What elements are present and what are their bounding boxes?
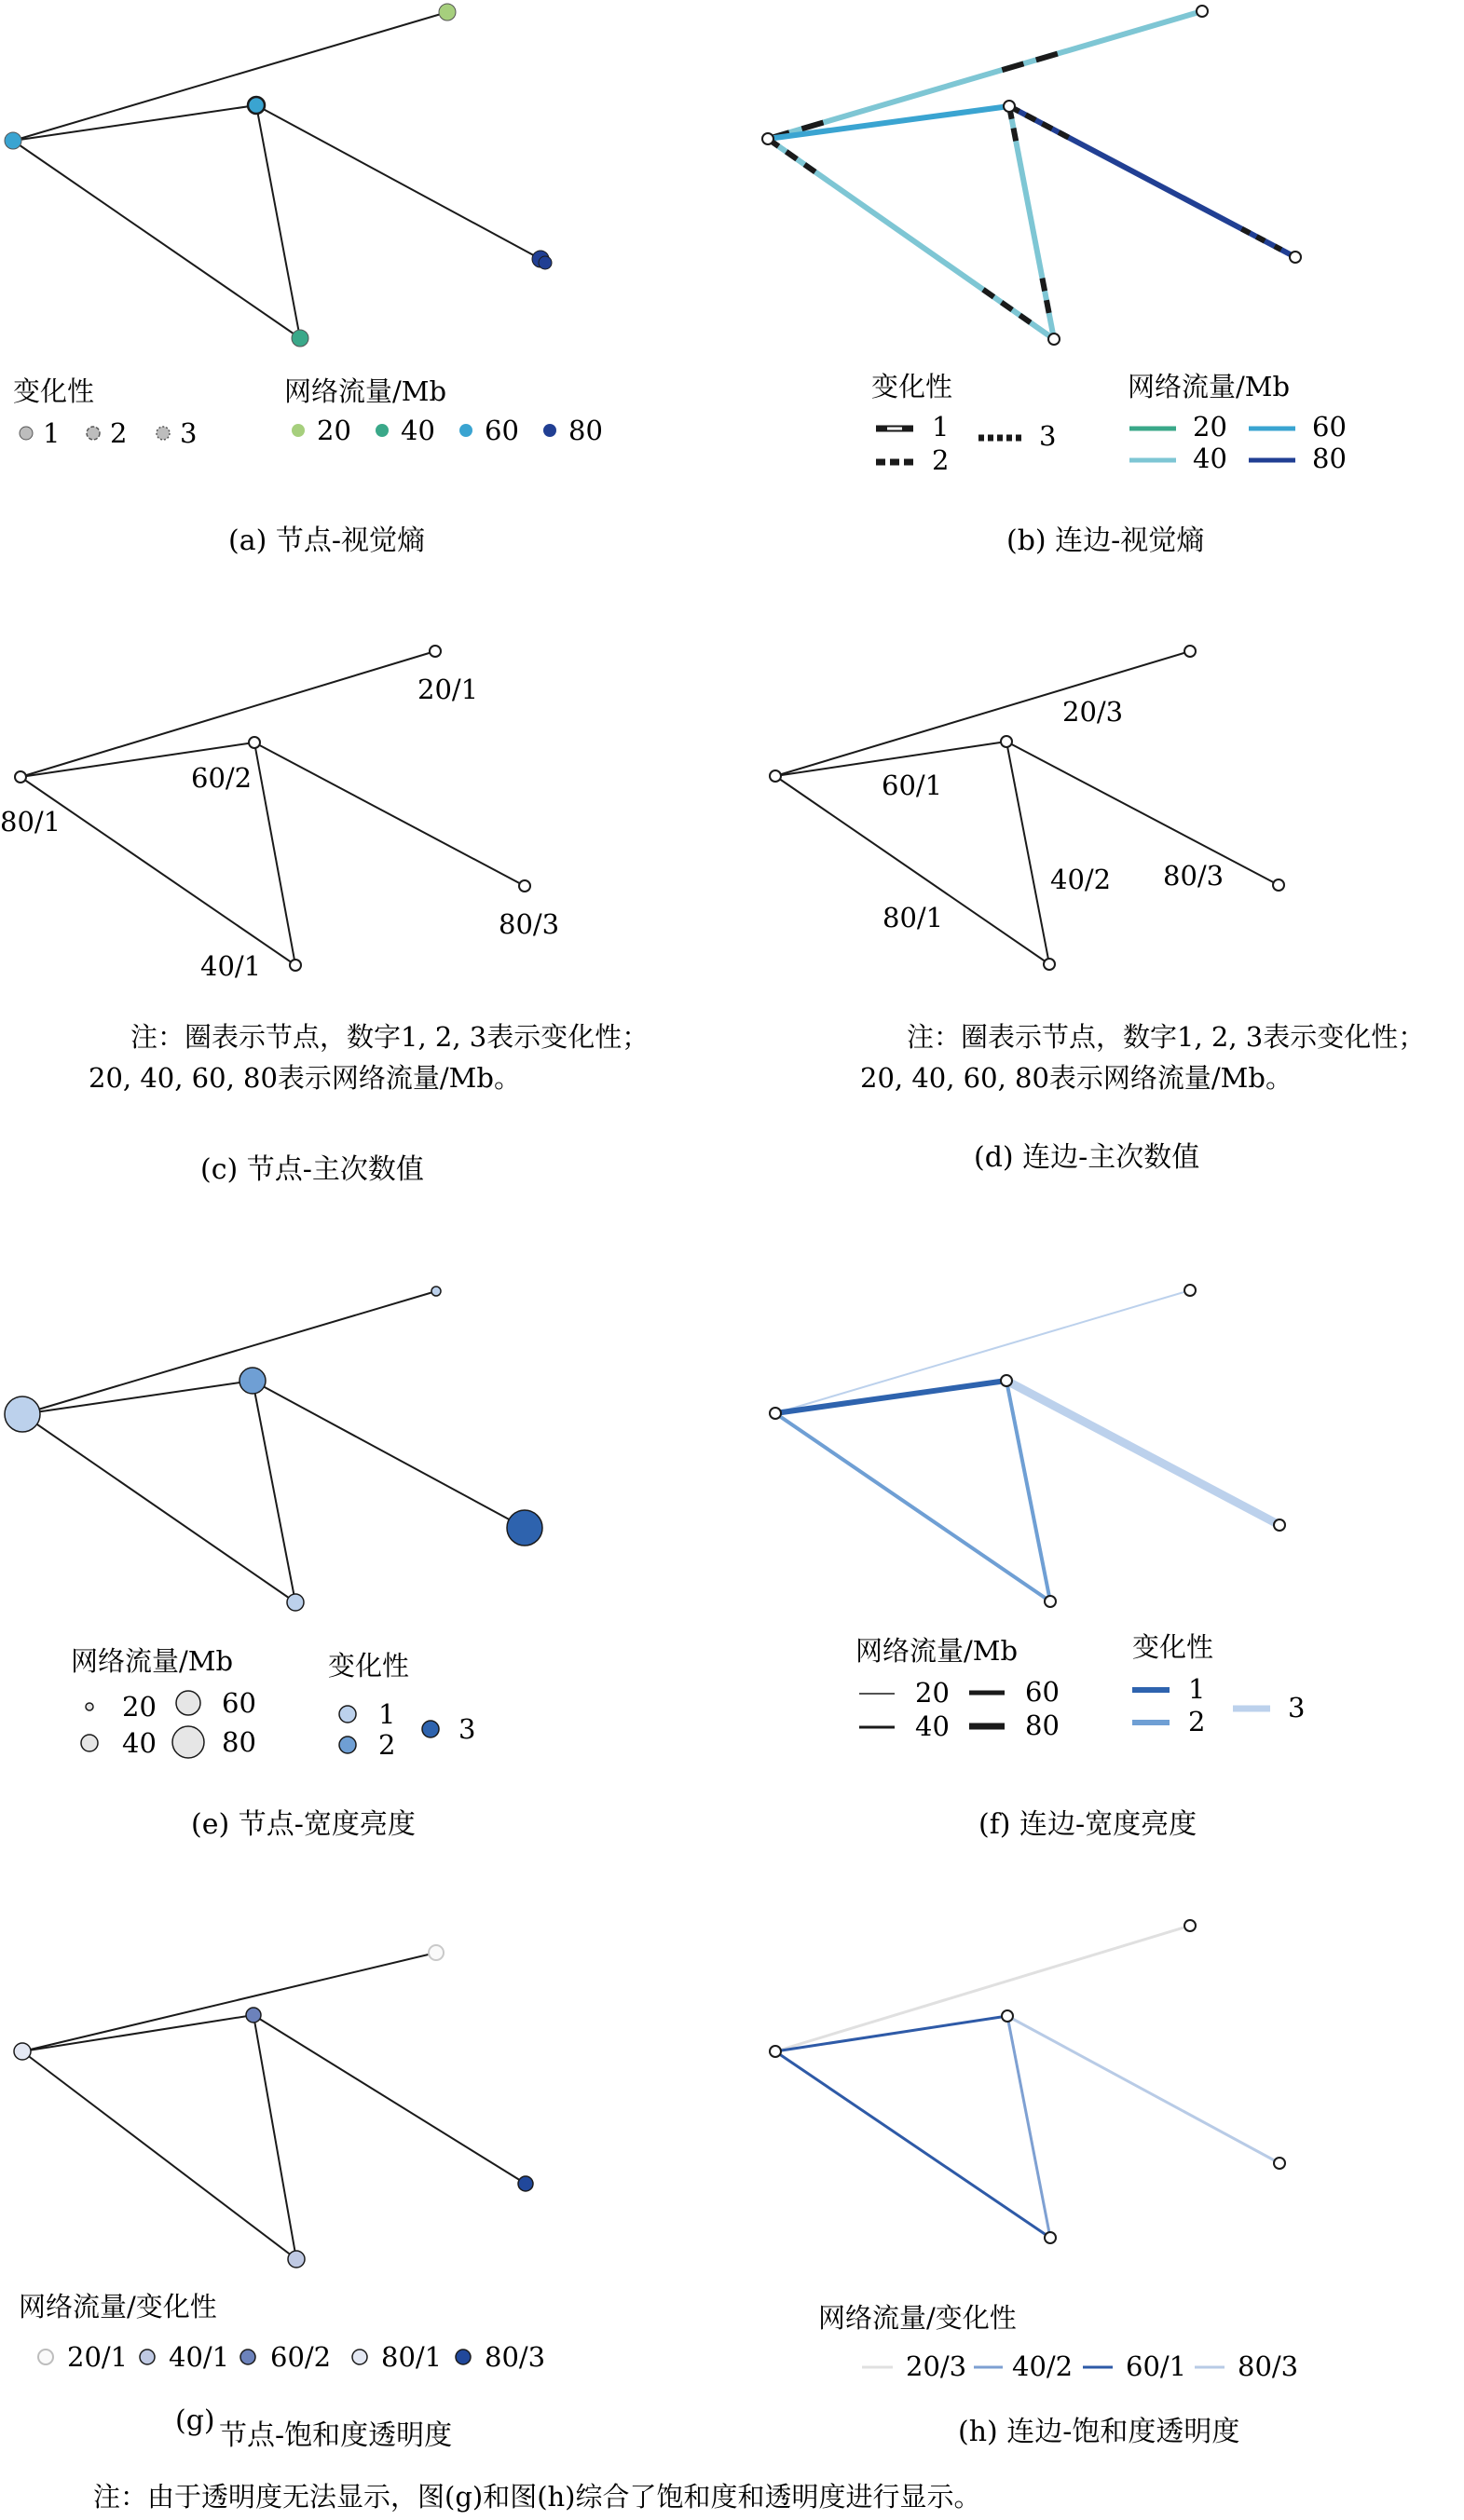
node-d xyxy=(519,880,530,892)
legend-var-1-label: 1 xyxy=(1188,1673,1206,1705)
legend-var-1-label: 1 xyxy=(378,1698,396,1730)
node-c xyxy=(1004,101,1015,112)
legend-40-2-label: 40/2 xyxy=(1012,2350,1074,2382)
legend-var-3-label: 3 xyxy=(458,1713,476,1745)
caption-e: (e) 节点-宽度亮度 xyxy=(191,1808,416,1841)
node-c xyxy=(248,97,265,114)
node-b xyxy=(429,1945,444,1960)
edge-a-e xyxy=(22,2051,296,2259)
node-a xyxy=(770,2046,781,2057)
panel-e xyxy=(5,1287,542,1841)
node-c xyxy=(1001,1375,1012,1386)
node-d xyxy=(1274,2158,1285,2169)
edge-a-c xyxy=(768,106,1009,139)
edge-c-d xyxy=(1007,2016,1279,2163)
edge-label-ac: 60/1 xyxy=(882,770,943,801)
node-e xyxy=(287,1594,304,1611)
legend-flow-20-swatch xyxy=(292,424,305,437)
edge-a-c xyxy=(22,1381,253,1414)
node-c xyxy=(1002,2010,1013,2022)
legend-var-3-swatch xyxy=(157,427,170,440)
legend-var-title: 变化性 xyxy=(871,371,953,402)
legend-flow-40-label: 40 xyxy=(1193,443,1227,474)
panel-b xyxy=(762,6,1347,557)
legend-80-1-label: 80/1 xyxy=(381,2341,443,2373)
legend-var-3-label: 3 xyxy=(1288,1692,1306,1723)
node-label-e: 40/1 xyxy=(200,950,262,982)
legend-60-1-label: 60/1 xyxy=(1126,2350,1187,2382)
edge-a-e xyxy=(775,2051,1050,2238)
legend-var-title: 变化性 xyxy=(328,1650,410,1682)
node-d xyxy=(1273,879,1284,891)
edge-a-b xyxy=(768,11,1202,139)
legend-flow-60-swatch xyxy=(459,424,472,437)
legend-var-2-label: 2 xyxy=(110,417,128,449)
edge-a-e xyxy=(775,1413,1050,1601)
note-d-line2: 20, 40, 60, 80表示网络流量/Mb。 xyxy=(860,1062,1293,1094)
legend-var-1-label: 1 xyxy=(43,417,61,449)
edge-a-b xyxy=(22,1953,436,2051)
node-a xyxy=(5,132,21,149)
panel-h xyxy=(770,1920,1298,2448)
footnote: 注：由于透明度无法显示，图(g)和图(h)综合了饱和度和透明度进行显示。 xyxy=(93,2481,981,2513)
legend-60-2-swatch xyxy=(240,2350,255,2364)
legend-flow-80-swatch xyxy=(172,1726,204,1758)
node-e xyxy=(1044,959,1055,970)
edge-a-b xyxy=(22,1291,436,1414)
node-a xyxy=(5,1396,40,1432)
legend-flow-80-label: 80 xyxy=(1312,443,1347,474)
node-d xyxy=(1274,1519,1285,1531)
legend-var-title: 变化性 xyxy=(13,375,95,407)
node-e xyxy=(292,330,308,347)
edge-c-d xyxy=(256,105,540,259)
legend-var-3-label: 3 xyxy=(1039,420,1057,452)
edge-a-b xyxy=(775,651,1190,776)
legend-20-3-label: 20/3 xyxy=(906,2350,967,2382)
legend-var-1-swatch xyxy=(20,427,33,440)
node-d xyxy=(518,2176,533,2191)
edge-c-e xyxy=(256,105,300,338)
legend-var-1-swatch xyxy=(339,1706,356,1723)
legend-flow-80-label: 80 xyxy=(568,415,603,446)
node-a xyxy=(770,1408,781,1419)
edge-label-ae: 80/1 xyxy=(883,902,944,933)
edge-a-b xyxy=(21,651,435,777)
panel-d xyxy=(770,646,1425,1174)
node-e xyxy=(290,960,301,971)
note-c-line2: 20, 40, 60, 80表示网络流量/Mb。 xyxy=(89,1062,521,1094)
edge-c-d xyxy=(253,2015,526,2184)
legend-flow-60-label: 60 xyxy=(485,415,519,446)
edge-c-e xyxy=(1007,2016,1050,2238)
node-d-overlap xyxy=(539,256,552,269)
legend-80-3-swatch xyxy=(456,2350,471,2364)
legend-flow-title: 网络流量/Mb xyxy=(855,1635,1019,1667)
node-a xyxy=(770,770,781,782)
legend-flow-40-label: 40 xyxy=(915,1710,950,1742)
legend-flow-80-label: 80 xyxy=(222,1726,256,1758)
edge-label-cd: 80/3 xyxy=(1163,860,1225,892)
legend-flow-60-label: 60 xyxy=(1025,1676,1060,1708)
caption-g-letter: (g) xyxy=(175,2404,215,2437)
legend-flow-80-label: 80 xyxy=(1025,1710,1060,1741)
node-e xyxy=(1045,2232,1056,2243)
legend-flow-60-label: 60 xyxy=(222,1687,256,1719)
legend-title: 网络流量/变化性 xyxy=(19,2291,217,2322)
legend-flow-20-label: 20 xyxy=(122,1691,157,1723)
caption-c: (c) 节点-主次数值 xyxy=(200,1153,424,1186)
edge-c-d xyxy=(1009,106,1295,257)
edge-a-e xyxy=(21,777,295,965)
node-a xyxy=(14,2043,31,2060)
node-c xyxy=(1001,736,1012,747)
edge-c-e xyxy=(1006,742,1049,964)
caption-f: (f) 连边-宽度亮度 xyxy=(978,1808,1197,1841)
legend-40-1-swatch xyxy=(140,2350,155,2364)
edge-c-d xyxy=(254,742,525,886)
node-b xyxy=(430,646,441,657)
edge-a-b xyxy=(775,1290,1190,1413)
node-label-a: 80/1 xyxy=(0,806,62,838)
legend-flow-20-swatch xyxy=(86,1703,93,1710)
edge-a-e xyxy=(13,141,300,338)
legend-flow-20-label: 20 xyxy=(1193,411,1227,443)
node-b xyxy=(439,4,456,20)
edge-c-e xyxy=(254,742,295,965)
edge-a-e xyxy=(22,1414,295,1602)
node-d xyxy=(507,1510,542,1546)
edge-c-e xyxy=(1006,1381,1050,1601)
node-c xyxy=(249,737,260,748)
legend-var-2-swatch xyxy=(339,1737,356,1753)
node-b xyxy=(431,1287,441,1296)
legend-flow-60-label: 60 xyxy=(1312,411,1347,443)
panel-c xyxy=(0,646,649,1186)
legend-80-3-label: 80/3 xyxy=(1238,2350,1299,2382)
node-b xyxy=(1184,1920,1196,1931)
note-c-line1: 注：圈表示节点，数字1, 2, 3表示变化性； xyxy=(130,1021,650,1053)
node-e xyxy=(1048,334,1060,345)
legend-flow-60-swatch xyxy=(176,1691,200,1715)
edge-c-e xyxy=(253,2015,296,2259)
caption-b: (b) 连边-视觉熵 xyxy=(1006,524,1205,557)
node-b xyxy=(1197,6,1208,17)
legend-20-1-label: 20/1 xyxy=(67,2341,129,2373)
node-e xyxy=(1045,1596,1056,1607)
legend-var-2-label: 2 xyxy=(378,1729,396,1761)
legend-var-3-swatch xyxy=(422,1721,439,1737)
edge-a-c xyxy=(775,2016,1007,2051)
legend-60-2-label: 60/2 xyxy=(270,2341,332,2373)
legend-var-2-label: 2 xyxy=(932,444,950,476)
node-b xyxy=(1184,646,1196,657)
legend-var-2-label: 2 xyxy=(1188,1706,1206,1737)
node-d xyxy=(1290,252,1301,263)
legend-flow-20-label: 20 xyxy=(317,415,351,446)
legend-flow-40-swatch xyxy=(376,424,389,437)
node-c xyxy=(246,2008,261,2023)
legend-flow-title: 网络流量/Mb xyxy=(71,1645,234,1677)
caption-a: (a) 节点-视觉熵 xyxy=(228,524,425,557)
edge-a-c xyxy=(775,1381,1006,1413)
node-b xyxy=(1184,1285,1196,1296)
legend-flow-20-label: 20 xyxy=(915,1677,950,1709)
legend-flow-80-swatch xyxy=(543,424,556,437)
node-a xyxy=(15,771,26,783)
panel-g xyxy=(14,1945,545,2452)
edge-a-b xyxy=(13,12,447,141)
legend-var-3-label: 3 xyxy=(180,417,198,449)
panel-f xyxy=(770,1285,1305,1841)
legend-80-1-swatch xyxy=(352,2350,367,2364)
legend-40-1-label: 40/1 xyxy=(169,2341,230,2373)
edge-c-d xyxy=(1006,1381,1279,1525)
caption-d: (d) 连边-主次数值 xyxy=(974,1141,1200,1174)
edge-a-b xyxy=(775,1926,1190,2051)
legend-flow-title: 网络流量/Mb xyxy=(1128,371,1291,402)
edge-a-e xyxy=(775,776,1049,964)
node-label-c: 60/2 xyxy=(191,762,253,794)
panel-a xyxy=(5,4,603,557)
caption-g-text: 节点-饱和度透明度 xyxy=(219,2419,453,2452)
node-c xyxy=(239,1368,266,1394)
legend-var-title: 变化性 xyxy=(1132,1631,1214,1663)
edge-label-ce: 40/2 xyxy=(1050,864,1112,895)
edge-c-e xyxy=(253,1381,295,1602)
node-e xyxy=(288,2251,305,2268)
legend-var-1-label: 1 xyxy=(932,411,950,443)
edge-label-ab: 20/3 xyxy=(1062,696,1124,728)
edge-a-c xyxy=(13,105,256,141)
node-label-d: 80/3 xyxy=(499,908,560,940)
legend-80-3-label: 80/3 xyxy=(485,2341,546,2373)
node-a xyxy=(762,133,773,144)
edge-a-c xyxy=(22,2015,253,2051)
edge-c-d xyxy=(1006,742,1279,885)
edge-c-d xyxy=(253,1381,525,1528)
caption-h: (h) 连边-饱和度透明度 xyxy=(958,2416,1240,2448)
legend-flow-title: 网络流量/Mb xyxy=(284,375,447,407)
legend-flow-40-swatch xyxy=(81,1735,98,1751)
legend-title: 网络流量/变化性 xyxy=(818,2302,1017,2334)
legend-var-2-swatch xyxy=(87,427,100,440)
node-label-b: 20/1 xyxy=(417,674,479,705)
legend-flow-40-label: 40 xyxy=(122,1727,157,1759)
legend-20-1-swatch xyxy=(38,2350,53,2364)
note-d-line1: 注：圈表示节点，数字1, 2, 3表示变化性； xyxy=(907,1021,1426,1053)
legend-flow-40-label: 40 xyxy=(401,415,435,446)
